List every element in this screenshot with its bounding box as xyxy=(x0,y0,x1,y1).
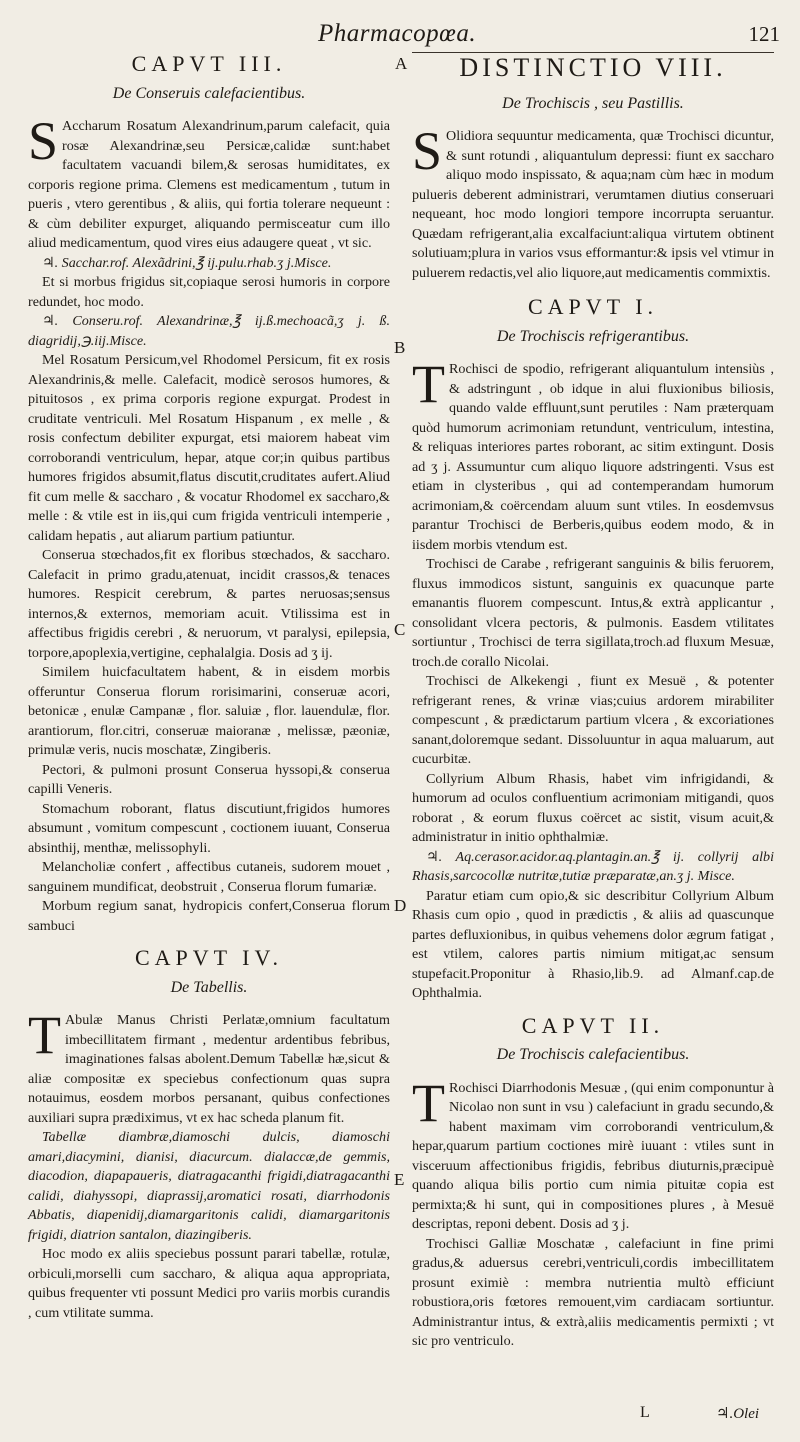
caput-3-subhead: De Conseruis calefacientibus. xyxy=(112,84,306,102)
paragraph-text: Olidiora sequuntur medicamenta, quæ Trochisci dicuntur, & sunt rotundi , aliquantulum depressi: fiunt ex saccharo aliquo modo inspissato, & aqua;nam cùm hæc in modum pulueris deberent administrari, verumtamen diutius conseruari nequeant, hoc modo longiori tempore incorrupta seruantur. Quædam refrigerant,alia excalfaciunt:aliqua virtutem obtinent solutiuam;plura in varios vsus efformantur:& ipsis vel vtimur in puluerem redactis,vel alio liquore,aut medicamentis commixtis. xyxy=(412,128,774,281)
signature-mark: L xyxy=(640,1404,650,1421)
drop-cap: S xyxy=(28,111,59,171)
paragraph: Stomachum roborant, flatus discutiunt,frigidos humores absumunt , vomitum compescunt , coctionem iuuant, Conserua absinthij, menthæ, melissophyli. xyxy=(28,800,390,856)
paragraph: Conserua stœchados,fit ex floribus stœchados, & saccharo. Calefacit in primo gradu,atenuat, incidit crassos,& tenaces humores. Respicit cerebrum, & partes neruosas;sensus internos,& externos, memoriam acuit. Vtilissima est in affectibus frigidis cerebri , & neruorum, vt paralysi, epilepsia, torpore,apoplexia,vertigine, cephalalgia. Dosis ad ʒ ij. xyxy=(28,547,390,661)
recipe: ♃. Aq.cerasor.acidor.aq.plantagin.an.℥ ij. collyrij albi Rhasis,sarcocollæ nutritæ,tutiæ præparatæ,an.ʒ j. Misce. xyxy=(412,848,774,884)
paragraph-text: Rochisci Diarrhodonis Mesuæ , (qui enim componuntur à Nicolao non sunt in vsu ) calefaciunt in gradu secundo,& habent maximam vim corroborandi ventriculum,& hepar,quarum partium coctiones mirè iuuant : vtiles sunt in visceruum affectionibus frigidis, febribus diuturnis,præcipuè quando aliqua bilis portio cum nimia pituitæ copia est permixta;& hi sunt, qui in compositiones plures , à Mesuë descriptas, reponi debent. Dosis ad ʒ j. xyxy=(412,1079,774,1232)
drop-cap: T xyxy=(412,354,445,414)
paragraph xyxy=(28,1005,390,1128)
paragraph-text: Rochisci de spodio, refrigerant aliquantulum intensiùs , & adstringunt , ob idque in alui fluxionibus biliosis, quando valde effluunt,sunt perutiles : Nam præterquam quòd humorum acrimoniam retundunt, ventriculum, intestina, & reliquas interiores partes roborant, ac sitim extingunt. Dosis ad ʒ j. Assumuntur cum aliquo liquore adstringenti. Vsus est etiam in clysteribus , qui ad contemperandam humorum acrimoniam,& coërcendam aluum sunt vtiles. In eosdemvsus parantur Trochisci de Berberis,quibus eodem modo, & in iisdem morbis vtendum est. xyxy=(412,361,774,553)
drop-cap: T xyxy=(28,1005,61,1065)
margin-letter-a: A xyxy=(395,54,408,73)
paragraph: Et si morbus frigidus sit,copiaque serosi humoris in corpore redundet, hoc modo. xyxy=(28,274,390,310)
caput-1-subhead: De Trochiscis refrigerantibus. xyxy=(496,327,690,345)
paragraph: Morbum regium sanat, hydropicis confert,Conserua florum sambuci xyxy=(28,898,390,934)
page-number: 121 xyxy=(748,22,780,46)
drop-cap: S xyxy=(412,121,443,181)
paragraph: Trochisci de Alkekengi , fiunt ex Mesuë , & potenter refrigerant renes, & vrinæ vias;cuius ardorem mirabiliter compescunt , & prædictarum partium vlcera , & excoriationes sanant,doloremque sedant. Dissoluuntur in aqua maluarum, aut cucurbitæ. xyxy=(412,673,774,767)
paragraph: Paratur etiam cum opio,& sic describitur Collyrium Album Rhasis cum opio , quod in prædictis , & aliis ad quascunque partes defluxionibus, in quibus vehemens dolor ægrum fatigat , est vtilem, calores partis nimium mitigat,ac sensum stupefacit.Proponitur à Rhasio,lib.9. ad Almanf.cap.de Ophthalmia. xyxy=(412,887,774,1001)
margin-letter-b: B xyxy=(394,338,406,357)
recipe: ♃. Sacchar.rof. Alexãdrini,℥ ij.pulu.rhab.ʒ j.Misce. xyxy=(42,254,332,271)
paragraph xyxy=(412,1072,774,1235)
running-head xyxy=(0,20,800,48)
caput-4-heading: CAPVT IV. xyxy=(134,945,284,970)
right-column xyxy=(412,52,774,1352)
recipe: ♃. Conseru.rof. Alexandrinæ,℥ ij.ß.mechoacã,ʒ j. ß. diagridij,℈.iij.Misce. xyxy=(28,313,390,349)
distinctio-subhead: De Trochiscis , seu Pastillis. xyxy=(502,94,684,112)
caput-2-heading: CAPVT II. xyxy=(521,1012,665,1038)
left-column xyxy=(28,52,390,1323)
paragraph: Tabellæ diambræ,diamoschi dulcis, diamoschi amari,diacymini, dianisi, diacurcum. dialaccæ,de gemmis, diacodion, diapapaueris, diatragacanthi frigidi,diatragacanthi calidi, diahyssopi, diaprassij,aromatici rosati, diarrhodonis Abbatis, diapenidij,diamargaritonis calidi, diamargaritonis frigidi, diatrion santalon, diazingiberis. xyxy=(28,1129,390,1243)
paragraph-text: Accharum Rosatum Alexandrinum,parum calefacit, quia rosæ Alexandrinæ,seu Persicæ,calidæ sunt:habet facultatem vacuandi bilem,& serosas humiditates, ex corporis regione prima. Clemens est medicamentum , tutum in pueris , vtero gerentibus , & aliis, qui fortia tolerare nequeunt : & cùm debiliter expurget, aliquando permisceatur cum illo aliud medicamentum, quod vires eius adaugere queat , vt sic. xyxy=(28,118,390,251)
paragraph: Pectori, & pulmoni prosunt Conserua hyssopi,& conserua capilli Veneris. xyxy=(28,761,390,797)
paragraph: Collyrium Album Rhasis, habet vim infrigidandi, & humorum ad oculos confluentium acrimoniam mitigandi, quos roborat , & eorum fluxus coërcet ac sistit, visum acuit,& administratur in initio ophthalmiæ. xyxy=(412,770,774,845)
margin-letter-c: C xyxy=(394,620,406,639)
paragraph-text: Abulæ Manus Christi Perlatæ,omnium facultatum imbecillitatem firmant , medentur ardentibus febribus, imaginationes falsas abolent.Demum Tabellæ hæ,sicut & aliæ compositæ ex speciebus confectionum quas supra notauimus, eosdem morbos persanant, quibus confectiones auxiliari supra prædiximus, vt ex hac scheda planum fit. xyxy=(28,1012,390,1126)
paragraph: Hoc modo ex aliis speciebus possunt parari tabellæ, rotulæ, orbiculi,morselli cum saccharo, & aliqua aqua appropriata, quibus frequenter vti possunt Medici pro variis morbis curandis , cum vtilitate summa. xyxy=(28,1246,390,1321)
paragraph: Trochisci Galliæ Moschatæ , calefaciunt in fine primi gradus,& aduersus cerebri,ventriculi,cordis imbecillitatem prosunt eximiè : membra nutrientia multò efficiunt robustiora,oris fœtores remouent,vim cardiacam sortiuntur. Administrantur intus, & extrà,aliis medicamentis permixti ; vt sic pro ventriculo. xyxy=(412,1235,774,1349)
caput-2-subhead: De Trochiscis calefacientibus. xyxy=(496,1046,690,1063)
caput-1-heading: CAPVT I. xyxy=(527,294,659,319)
catchword: ♃.Olei xyxy=(716,1406,760,1422)
paragraph: Trochisci de Carabe , refrigerant sanguinis & bilis feruorem, fluxus immodicos sistunt, sanguinis ex quacunque parte emanantis fluorem compescunt. Intus,& extrà applicantur , consolidant vlcera pectoris, & pulmonis. Easdem vtilitates sortiuntur , Trochisci de terra sigillata,troch.ad fluxum Mesuæ, troch.de corallo Nicolai. xyxy=(412,556,774,670)
paragraph xyxy=(412,121,774,283)
paragraph: Melancholiæ confert , affectibus cutaneis, sudorem mouet , sanguinem mundificat, deobstruit , Conserua florum fumariæ. xyxy=(28,859,390,895)
paragraph xyxy=(28,111,390,254)
paragraph: Mel Rosatum Persicum,vel Rhodomel Persicum, fit ex rosis Alexandrinis,& melle. Calefacit, modicè serosos humores, & pituitosos , ex prima corporis regione expurgat. Prodest in cruditate ventriculi. Mel Rosatum Hispanum , ex melle , & rosis confectum debiliter expurgat, etsi maiorem habeat vim corroborandi ventriculum, hepar, atque cor;in quibus partibus humores frigidos absumit,flatus discutit,cruditates aufert.Aliud fit cum melle & saccharo , & vocatur Rhodomel ex saccharo,& melle : & vtile est in iis,qui cum frigida ventriculi intemperie , calidam hepatis , aut aliarum partium patiuntur. xyxy=(28,352,390,544)
margin-letter-d: D xyxy=(394,896,407,915)
caput-3-heading: CAPVT III. xyxy=(131,51,287,76)
drop-cap: T xyxy=(412,1072,445,1133)
distinctio-heading: DISTINCTIO VIII. xyxy=(459,53,727,82)
running-title: Pharmacopœa. xyxy=(318,20,477,47)
margin-letter-e: E xyxy=(394,1170,405,1189)
paragraph xyxy=(412,354,774,555)
paragraph: Similem huicfacultatem habent, & in eisdem morbis offeruntur Conserua florum rorisimarini, conseruæ acori, betonicæ , enulæ Campanæ , flor. saluiæ , flor. lauendulæ, flor. arantiorum, flor.citri, conseruæ maioranæ , melissæ, pæoniæ, primulæ veris, nucis moschatæ, Zingiberis. xyxy=(28,664,390,758)
caput-4-subhead: De Tabellis. xyxy=(170,978,248,996)
